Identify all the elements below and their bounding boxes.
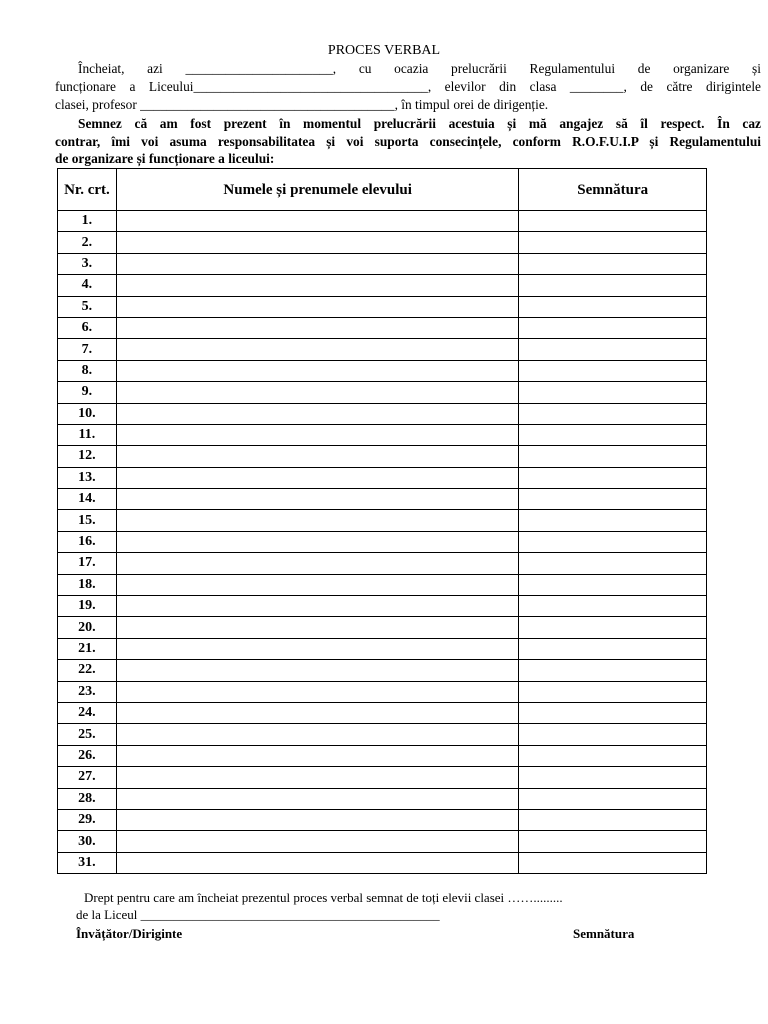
row-number: 24. [58, 702, 117, 723]
header-signature: Semnătura [519, 169, 707, 211]
row-number: 23. [58, 681, 117, 702]
row-number: 15. [58, 510, 117, 531]
signature-cell[interactable] [519, 553, 707, 574]
footer-school-line: de la Liceul ______________________________________________ [76, 907, 440, 922]
student-name-cell[interactable] [116, 360, 519, 381]
row-number: 22. [58, 660, 117, 681]
table-row [58, 510, 707, 531]
footer-signature-label: Semnătura [573, 926, 635, 941]
student-name-cell[interactable] [116, 574, 519, 595]
student-name-cell[interactable] [116, 788, 519, 809]
table-row [58, 489, 707, 510]
student-name-cell[interactable] [116, 403, 519, 424]
row-number: 30. [58, 831, 117, 852]
intro-line-4: Semnez că am fost prezent în momentul prelucrării acestuia și mă angajez să îl respect. În caz [78, 116, 761, 131]
signature-cell[interactable] [519, 467, 707, 488]
footer-teacher-role: Învățător/Diriginte [76, 926, 183, 941]
row-number: 29. [58, 809, 117, 830]
intro-line-6: de organizare și funcționare a liceului: [55, 151, 275, 166]
student-name-cell[interactable] [116, 660, 519, 681]
row-number: 1. [58, 211, 117, 232]
signature-cell[interactable] [519, 360, 707, 381]
signature-cell[interactable] [519, 702, 707, 723]
signature-cell[interactable] [519, 638, 707, 659]
signature-cell[interactable] [519, 745, 707, 766]
signature-cell[interactable] [519, 339, 707, 360]
table-row [58, 531, 707, 552]
row-number: 20. [58, 617, 117, 638]
table-row [58, 831, 707, 852]
row-number: 26. [58, 745, 117, 766]
table-row [58, 253, 707, 274]
row-number: 12. [58, 446, 117, 467]
table-row [58, 296, 707, 317]
table-row [58, 403, 707, 424]
table-row [58, 275, 707, 296]
student-name-cell[interactable] [116, 531, 519, 552]
table-row [58, 467, 707, 488]
table-row [58, 360, 707, 381]
table-row [58, 617, 707, 638]
student-name-cell[interactable] [116, 317, 519, 338]
table-row [58, 724, 707, 745]
row-number: 19. [58, 596, 117, 617]
signature-cell[interactable] [519, 275, 707, 296]
table-row [58, 702, 707, 723]
footer-statement: Drept pentru care am încheiat prezentul proces verbal semnat de toți elevii clasei ……......... [84, 890, 563, 905]
student-name-cell[interactable] [116, 446, 519, 467]
table-row [58, 232, 707, 253]
student-name-cell[interactable] [116, 724, 519, 745]
intro-line-5: contrar, îmi voi asuma responsabilitatea și voi suporta consecințele, conform R.O.F.U.I.P și Regulamentului [55, 134, 761, 149]
student-name-cell[interactable] [116, 275, 519, 296]
row-number: 5. [58, 296, 117, 317]
table-row [58, 852, 707, 873]
header-student-name: Numele și prenumele elevului [116, 169, 519, 211]
signature-cell[interactable] [519, 253, 707, 274]
signature-cell[interactable] [519, 403, 707, 424]
student-name-cell[interactable] [116, 232, 519, 253]
signature-cell[interactable] [519, 489, 707, 510]
student-name-cell[interactable] [116, 467, 519, 488]
student-name-cell[interactable] [116, 831, 519, 852]
signature-cell[interactable] [519, 809, 707, 830]
table-row [58, 767, 707, 788]
table-row [58, 681, 707, 702]
signature-cell[interactable] [519, 531, 707, 552]
row-number: 10. [58, 403, 117, 424]
table-row [58, 809, 707, 830]
row-number: 17. [58, 553, 117, 574]
signature-cell[interactable] [519, 424, 707, 445]
signature-cell[interactable] [519, 852, 707, 873]
table-row [58, 745, 707, 766]
student-name-cell[interactable] [116, 617, 519, 638]
row-number: 13. [58, 467, 117, 488]
intro-line-1: Încheiat, azi ______________________, cu ocazia prelucrării Regulamentului de organizare și [78, 61, 761, 76]
table-row [58, 382, 707, 403]
intro-line-3: clasei, profesor ______________________________________, în timpul orei de dirigenție. [55, 97, 549, 112]
student-name-cell[interactable] [116, 339, 519, 360]
document-title: PROCES VERBAL [327, 43, 441, 58]
table-header-row [58, 169, 707, 211]
student-name-cell[interactable] [116, 424, 519, 445]
row-number: 6. [58, 317, 117, 338]
signature-cell[interactable] [519, 317, 707, 338]
student-name-cell[interactable] [116, 638, 519, 659]
student-name-cell[interactable] [116, 702, 519, 723]
signature-cell[interactable] [519, 724, 707, 745]
student-name-cell[interactable] [116, 489, 519, 510]
table-row [58, 638, 707, 659]
signature-cell[interactable] [519, 232, 707, 253]
row-number: 14. [58, 489, 117, 510]
student-name-cell[interactable] [116, 852, 519, 873]
signature-cell[interactable] [519, 767, 707, 788]
student-name-cell[interactable] [116, 510, 519, 531]
row-number: 9. [58, 382, 117, 403]
row-number: 8. [58, 360, 117, 381]
student-name-cell[interactable] [116, 211, 519, 232]
student-name-cell[interactable] [116, 767, 519, 788]
signature-cell[interactable] [519, 788, 707, 809]
signature-cell[interactable] [519, 296, 707, 317]
row-number: 31. [58, 852, 117, 873]
student-name-cell[interactable] [116, 596, 519, 617]
signature-cell[interactable] [519, 617, 707, 638]
row-number: 28. [58, 788, 117, 809]
table-row [58, 339, 707, 360]
signature-cell[interactable] [519, 660, 707, 681]
table-row [58, 574, 707, 595]
signature-cell[interactable] [519, 446, 707, 467]
table-row [58, 446, 707, 467]
signature-cell[interactable] [519, 831, 707, 852]
student-name-cell[interactable] [116, 553, 519, 574]
row-number: 16. [58, 531, 117, 552]
signature-cell[interactable] [519, 574, 707, 595]
signature-cell[interactable] [519, 510, 707, 531]
student-name-cell[interactable] [116, 745, 519, 766]
intro-line-2: funcționare a Liceului___________________________________, elevilor din clasa ________, de către dirigintele [55, 79, 761, 94]
row-number: 7. [58, 339, 117, 360]
table-row [58, 211, 707, 232]
row-number: 4. [58, 275, 117, 296]
table-row [58, 660, 707, 681]
row-number: 11. [58, 424, 117, 445]
table-row [58, 596, 707, 617]
signature-cell[interactable] [519, 681, 707, 702]
signature-cell[interactable] [519, 596, 707, 617]
row-number: 25. [58, 724, 117, 745]
signature-cell[interactable] [519, 211, 707, 232]
student-name-cell[interactable] [116, 253, 519, 274]
table-row [58, 424, 707, 445]
row-number: 27. [58, 767, 117, 788]
header-nr-crt: Nr. crt. [58, 169, 117, 211]
table-row [58, 788, 707, 809]
student-name-cell[interactable] [116, 681, 519, 702]
student-name-cell[interactable] [116, 382, 519, 403]
student-name-cell[interactable] [116, 296, 519, 317]
student-name-cell[interactable] [116, 809, 519, 830]
row-number: 21. [58, 638, 117, 659]
signature-cell[interactable] [519, 382, 707, 403]
table-row [58, 317, 707, 338]
table-row [58, 553, 707, 574]
row-number: 18. [58, 574, 117, 595]
row-number: 3. [58, 253, 117, 274]
row-number: 2. [58, 232, 117, 253]
student-signature-table [57, 168, 707, 874]
